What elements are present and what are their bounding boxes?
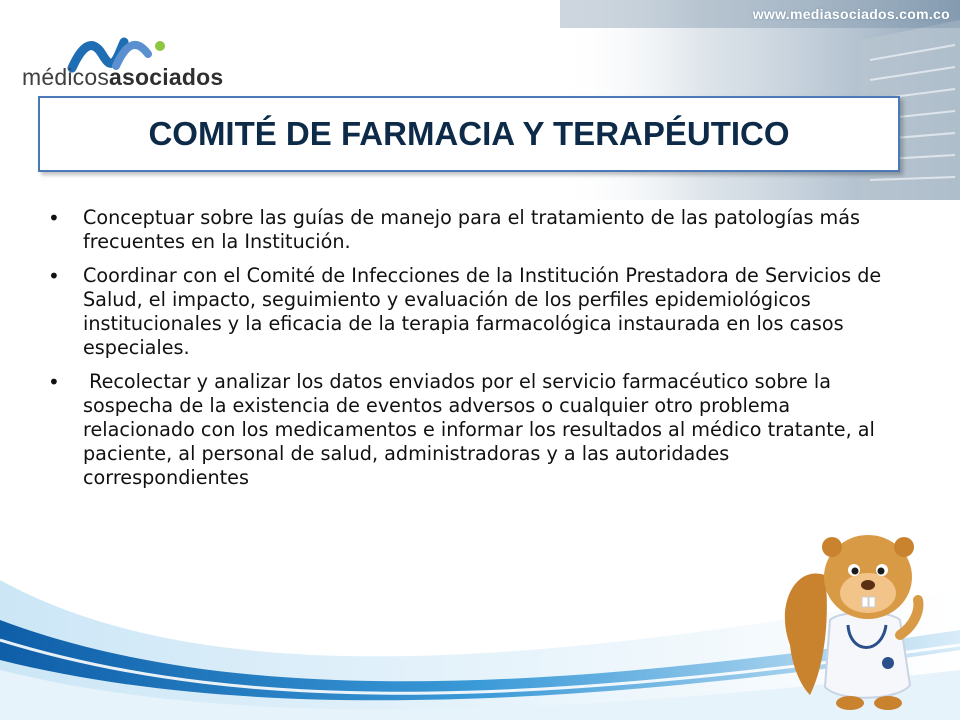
title-box [38, 96, 900, 172]
bullet-text: Recolectar y analizar los datos enviados por el servicio farmacéutico sobre la sospecha de la existencia de eventos adversos o cualquier otro problema relacionado con los medicamentos e informar los resultados al médico tratante, al paciente, al personal de salud, administradoras y a las autoridades correspondientes [83, 370, 881, 489]
beaver-doctor-mascot [770, 525, 960, 720]
logo-text [22, 64, 223, 91]
bullet-icon: • [48, 370, 60, 394]
logo-text-medicos: médicos [22, 64, 110, 90]
page-title: COMITÉ DE FARMACIA Y TERAPÉUTICO [148, 115, 790, 152]
logo-text-asociados: asociados [109, 64, 224, 90]
list-item [48, 370, 890, 490]
bullet-text: Conceptuar sobre las guías de manejo para el tratamiento de las patologías más frecuentes en la Institución. [83, 206, 860, 253]
list-item [48, 264, 890, 360]
site-url-text: www.mediasociados.com.co [752, 6, 950, 22]
bullet-list [48, 206, 890, 500]
bullet-icon: • [48, 206, 60, 230]
bullet-text: Coordinar con el Comité de Infecciones de la Institución Prestadora de Servicios de Salud, el impacto, seguimiento y evaluación de los perfiles epidemiológicos institucionales y la eficacia de la terapia farmacológica instaurada en los casos especiales. [83, 264, 882, 359]
list-item [48, 206, 890, 254]
bullet-icon: • [48, 264, 60, 288]
